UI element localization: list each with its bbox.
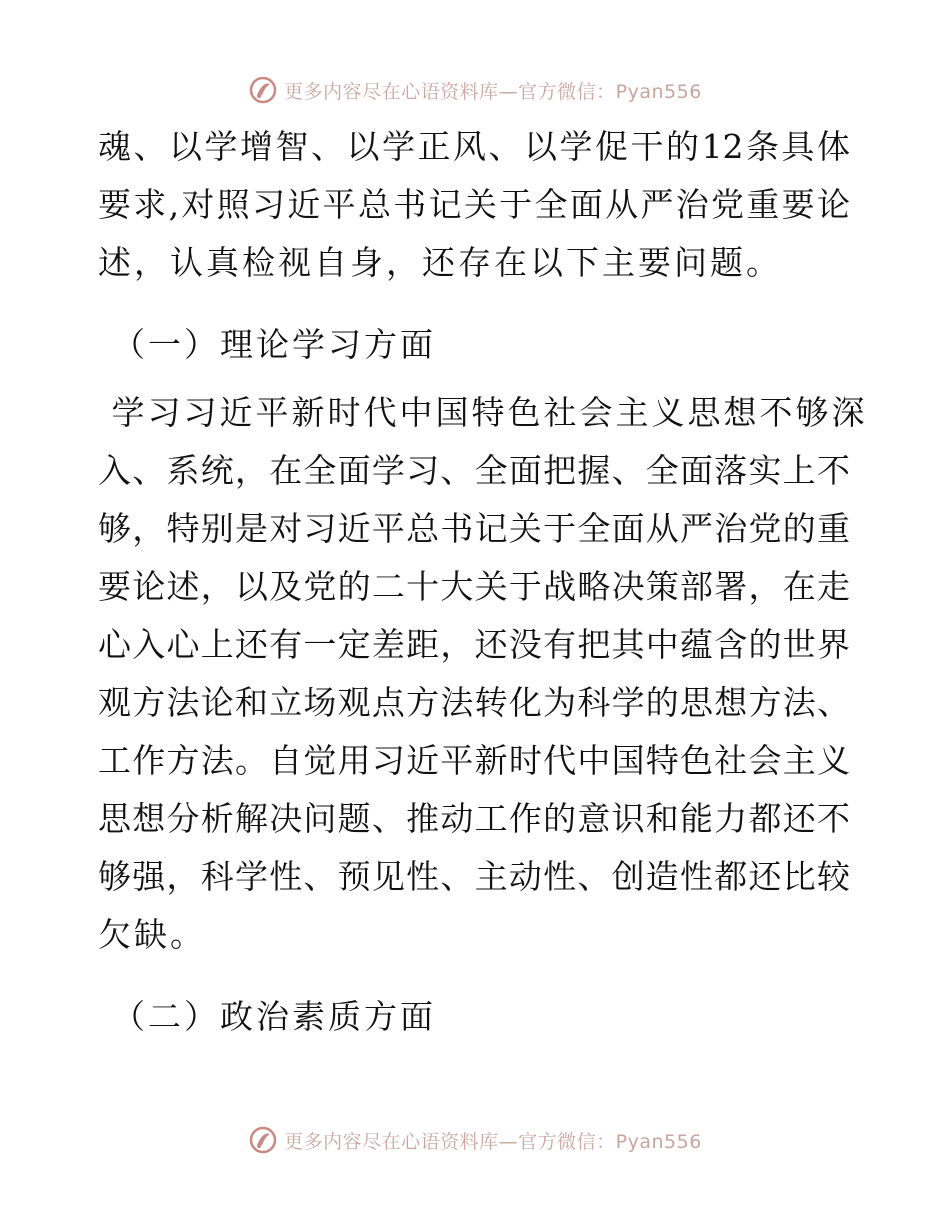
header-watermark (0, 70, 950, 110)
document-body (98, 118, 868, 1056)
paragraph-line: 学习习近平新时代中国特色社会主义思想不够深 (98, 393, 868, 432)
paragraph-line: 够强，科学性、预见性、主动性、创造性都还比较 (98, 857, 850, 896)
section-heading-theory: （一）理论学习方面 (112, 325, 436, 364)
watermark-text: 更多内容尽在心语资料库—官方微信：Pyan556 (284, 1130, 702, 1153)
paragraph-line: 述，认真检视自身，还存在以下主要问题。 (98, 243, 782, 282)
footer-watermark (0, 1120, 950, 1160)
paragraph-line: 欠缺。 (98, 915, 206, 954)
paragraph-line: 魂、以学增智、以学正风、以学促干的12条具体 (98, 127, 850, 166)
paragraph-line: 要论述，以及党的二十大关于战略决策部署，在走 (98, 567, 850, 606)
brand-logo-icon (248, 1125, 278, 1155)
paragraph-line: 入、系统，在全面学习、全面把握、全面落实上不 (98, 451, 850, 490)
paragraph-line: 观方法论和立场观点方法转化为科学的思想方法、 (98, 683, 850, 722)
paragraph-line: 够，特别是对习近平总书记关于全面从严治党的重 (98, 509, 850, 548)
section-heading-political: （二）政治素质方面 (112, 997, 436, 1036)
paragraph-line: 心入心上还有一定差距，还没有把其中蕴含的世界 (98, 625, 850, 664)
paragraph-line: 工作方法。自觉用习近平新时代中国特色社会主义 (98, 741, 850, 780)
watermark-text: 更多内容尽在心语资料库—官方微信：Pyan556 (284, 80, 702, 103)
paragraph-line: 思想分析解决问题、推动工作的意识和能力都还不 (98, 799, 850, 838)
paragraph-line: 要求,对照习近平总书记关于全面从严治党重要论 (98, 185, 850, 224)
brand-logo-icon (248, 75, 278, 105)
